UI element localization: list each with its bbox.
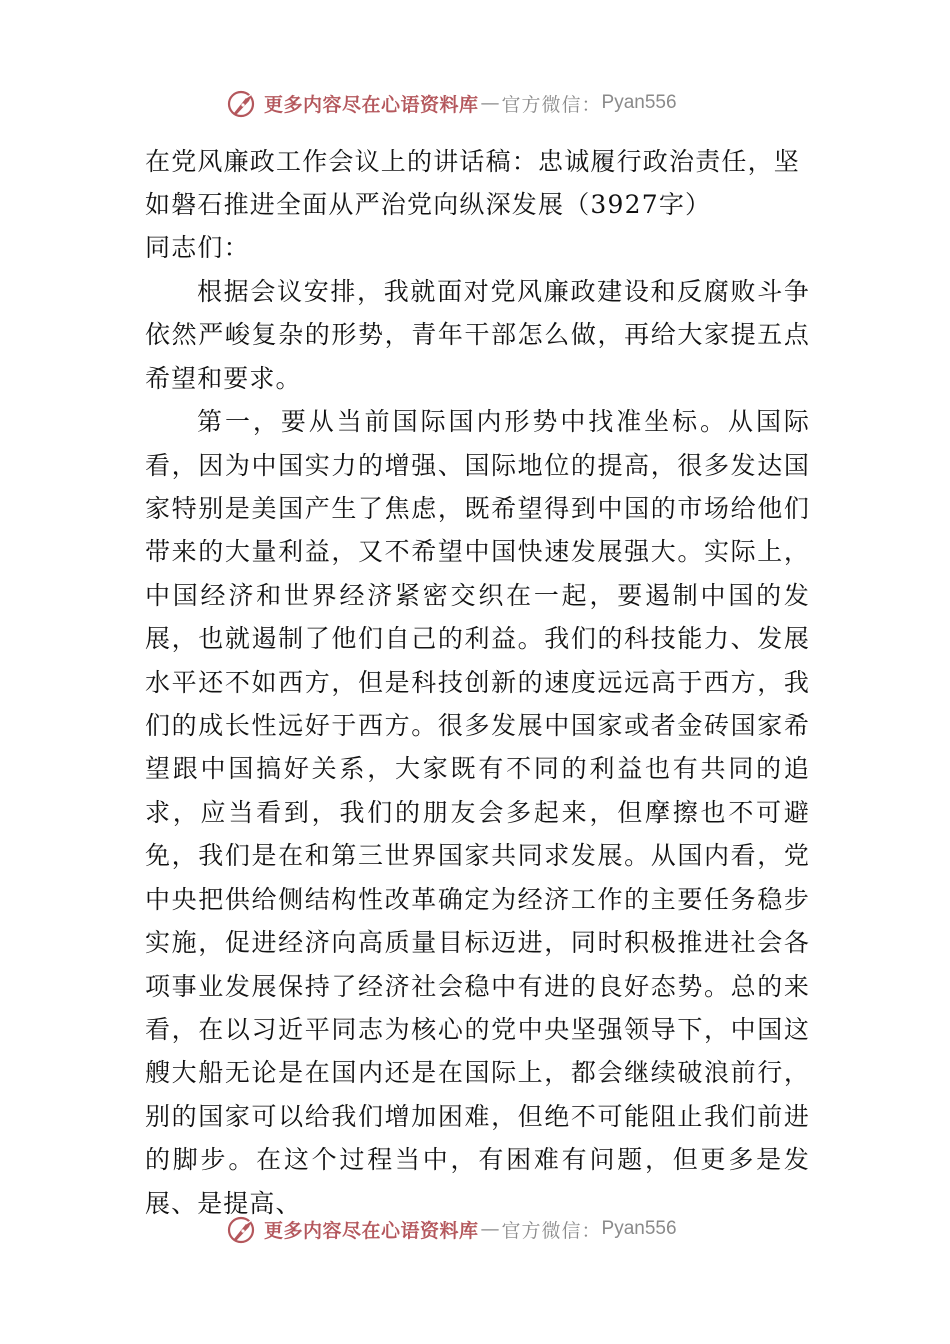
paragraph-2: 第一，要从当前国际国内形势中找准坐标。从国际看，因为中国实力的增强、国际地位的提高，很多发达国家特别是美国产生了焦虑，既希望得到中国的市场给他们带来的大量利益，又不希望中国快速发展强大。实际上，中国经济和世界经济紧密交织在一起，要遏制中国的发展，也就遏制了他们自己的利益。我们的科技能力、发展水平还不如西方，但是科技创新的速度远远高于西方，我们的成长性远好于西方。很多发展中国家或者金砖国家希望跟中国搞好关系，大家既有不同的利益也有共同的追求，应当看到，我们的朋友会多起来，但摩擦也不可避免，我们是在和第三世界国家共同求发展。从国内看，党中央把供给侧结构性改革确定为经济工作的主要任务稳步实施，促进经济向高质量目标迈进，同时积极推进社会各项事业发展保持了经济社会稳中有进的良好态势。总的来看，在以习近平同志为核心的党中央坚强领导下，中国这艘大船无论是在国内还是在国际上，都会继续破浪前行，别的国家可以给我们增加困难，但绝不可能阻止我们前进的脚步。在这个过程当中，有困难有问题，但更多是发展、是提高、 (145, 407, 810, 1218)
document-body (145, 140, 810, 1225)
header-banner (226, 83, 677, 123)
pen-nib-logo-icon (226, 1212, 260, 1246)
banner-handle: Pyan556 (601, 92, 677, 113)
footer-dash: — (480, 1218, 500, 1240)
document-title: 在党风廉政工作会议上的讲话稿：忠诚履行政治责任，坚如磐石推进全面从严治党向纵深发展（3927字） (145, 147, 801, 219)
footer-contact-label: 官方微信： (501, 1219, 602, 1242)
footer-brand-text: 更多内容尽在心语资料库 (264, 1219, 479, 1242)
footer-banner (226, 1209, 677, 1249)
footer-handle: Pyan556 (601, 1218, 677, 1239)
salutation: 同志们： (145, 233, 250, 262)
banner-brand-text: 更多内容尽在心语资料库 (264, 93, 479, 116)
pen-nib-logo-icon (226, 86, 260, 120)
banner-contact-label: 官方微信： (501, 93, 602, 116)
banner-dash: — (480, 92, 500, 114)
paragraph-1: 根据会议安排，我就面对党风廉政建设和反腐败斗争依然严峻复杂的形势，青年干部怎么做，再给大家提五点希望和要求。 (145, 277, 810, 393)
